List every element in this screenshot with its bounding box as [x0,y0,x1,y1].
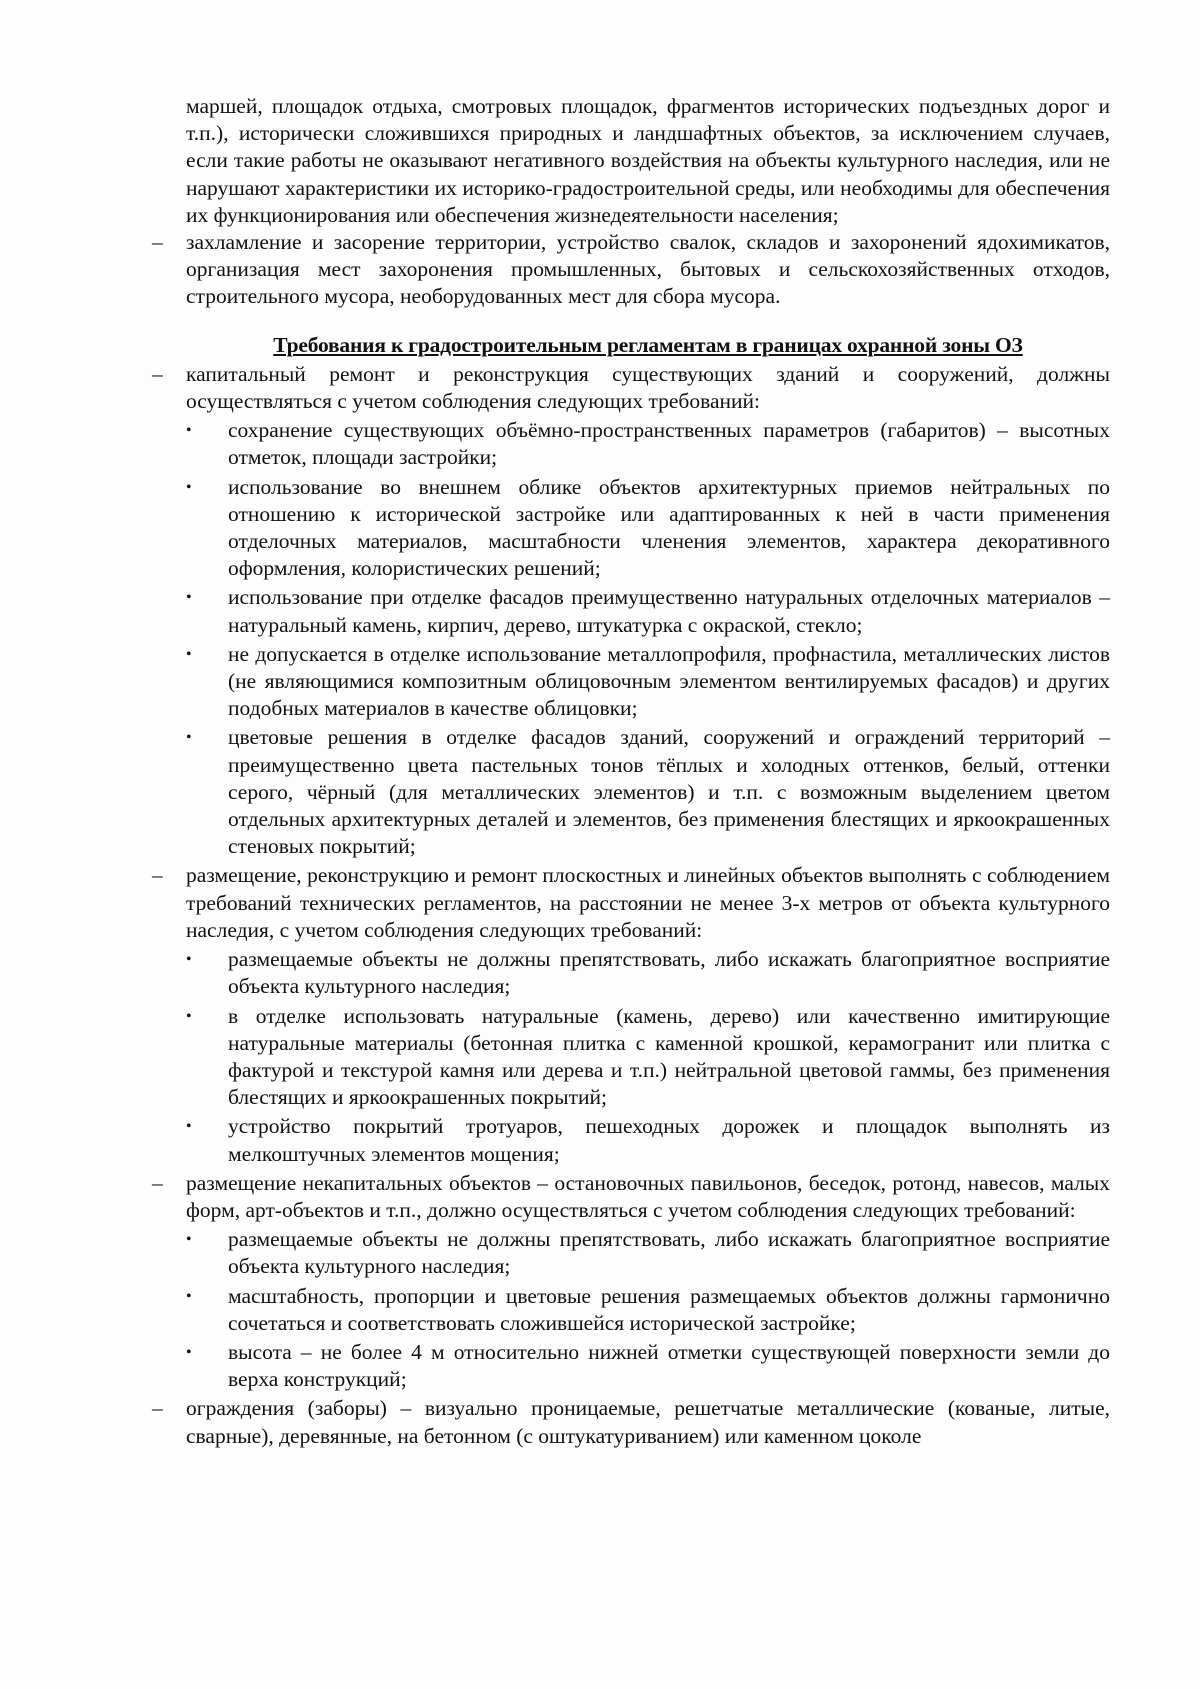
bullet-item [186,641,1110,723]
requirement-block [152,361,1110,861]
bullet-text: размещаемые объекты не должны препятствовать, либо искажать благоприятное восприятие объекта культурного наследия; [228,947,1110,999]
dash-marker: – [152,1396,163,1421]
bullet-text: сохранение существующих объёмно-пространственных параметров (габаритов) – высотных отметок, площади застройки; [228,418,1110,470]
bullet-marker: • [186,1231,192,1249]
dash-marker: – [152,230,163,255]
bullet-marker: • [186,1118,192,1136]
bullet-marker: • [186,478,192,496]
bullet-marker: • [186,645,192,663]
bullet-item [186,1283,1110,1337]
requirement-item [152,1395,1110,1449]
requirement-item [152,361,1110,415]
bullet-item [186,1113,1110,1167]
bullet-list [186,417,1110,860]
bullet-item [186,946,1110,1000]
bullet-marker: • [186,1287,192,1305]
bullet-text: масштабность, пропорции и цветовые решения размещаемых объектов должны гармонично сочетаться и соответствовать сложившейся исторической застройке; [228,1283,1110,1335]
dash-item-waste [152,229,1110,311]
requirement-text: капитальный ремонт и реконструкция существующих зданий и сооружений, должны осуществляться с учетом соблюдения следующих требований: [186,361,1110,414]
bullet-text: размещаемые объекты не должны препятствовать, либо искажать благоприятное восприятие объекта культурного наследия; [228,1227,1110,1279]
requirement-item [152,862,1110,944]
requirement-block [152,1395,1110,1449]
dash-marker: – [152,863,163,888]
bullet-marker: • [186,589,192,607]
bullet-text: в отделке использовать натуральные (камень, дерево) или качественно имитирующие натуральные материалы (бетонная плитка с каменной крошкой, керамогранит или плитка с фактурой и текстурой камня или дерева и т.п.) нейтральной цветовой гаммы, без применения блестящих и яркоокрашенных покрытий; [228,1003,1110,1110]
bullet-text: не допускается в отделке использование металлопрофиля, профнастила, металлических листов (не являющимися композитным облицовочным элементом вентилируемых фасадов) и других подобных материалов в качестве облицовки; [228,641,1110,721]
bullet-marker: • [186,1343,192,1361]
bullet-item [186,474,1110,583]
bullet-item [186,724,1110,860]
bullet-list [186,946,1110,1168]
requirement-item [152,1170,1110,1224]
requirement-block [152,1170,1110,1394]
bullet-text: высота – не более 4 м относительно нижней отметки существующей поверхности земли до верха конструкций; [228,1339,1110,1392]
dash-marker: – [152,361,163,386]
bullet-text: использование во внешнем облике объектов архитектурных приемов нейтральных по отношению к исторической застройке или адаптированных к ней в части применения отделочных материалов, масштабности членения элементов, характера декоративного оформления, колористических решений; [228,474,1110,581]
requirement-text: ограждения (заборы) – визуально проницаемые, решетчатые металлические (кованые, литые, сварные), деревянные, на бетонном (с оштукатуриванием) или каменном цоколе [186,1396,1110,1448]
bullet-item [186,1003,1110,1112]
bullet-item [186,417,1110,471]
bullet-text: использование при отделке фасадов преимущественно натуральных отделочных материалов – натуральный камень, кирпич, дерево, штукатурка с окраской, стекло; [228,585,1110,637]
bullet-marker: • [186,951,192,969]
dash-item-text: захламление и засорение территории, устройство свалок, складов и захоронений ядохимикатов, организация мест захоронения промышленных, бытовых и сельскохозяйственных отходов, строительного мусора, необорудованных мест для сбора мусора. [186,230,1110,309]
bullet-text: устройство покрытий тротуаров, пешеходных дорожек и площадок выполнять из мелкоштучных элементов мощения; [228,1114,1110,1166]
bullet-marker: • [186,1007,192,1025]
document-body [152,93,1110,1450]
bullet-list [186,1226,1110,1393]
requirement-block [152,862,1110,1167]
bullet-item [186,584,1110,638]
bullet-item [186,1339,1110,1393]
dash-marker: – [152,1170,163,1195]
intro-paragraph: маршей, площадок отдыха, смотровых площадок, фрагментов исторических подъездных дорог и т.п.), исторически сложившихся природных и ландшафтных объектов, за исключением случаев, если такие работы не оказывают негативного воздействия на объекты культурного наследия, или не нарушают характеристики их историко-градостроительной среды, или необходимы для обеспечения их функционирования или обеспечения жизнедеятельности населения; [186,94,1110,227]
bullet-marker: • [186,422,192,440]
bullet-text: цветовые решения в отделке фасадов зданий, сооружений и ограждений территорий – преимущественно цвета пастельных тонов тёплых и холодных оттенков, белый, оттенки серого, чёрный (для металлических элементов) и т.п. с возможным выделением цветом отдельных архитектурных деталей и элементов, без применения блестящих и яркоокрашенных стеновых покрытий; [228,725,1110,859]
requirement-text: размещение, реконструкцию и ремонт плоскостных и линейных объектов выполнять с соблюдением требований технических регламентов, на расстоянии не менее 3-х метров от объекта культурного наследия, с учетом соблюдения следующих требований: [186,863,1110,942]
requirement-text: размещение некапитальных объектов – остановочных павильонов, беседок, ротонд, навесов, малых форм, арт-объектов и т.п., должно осуществляться с учетом соблюдения следующих требований: [186,1170,1110,1222]
bullet-item [186,1226,1110,1280]
section-title: Требования к градостроительным регламентам в границах охранной зоны ОЗ [273,332,1023,357]
bullet-marker: • [186,729,192,747]
